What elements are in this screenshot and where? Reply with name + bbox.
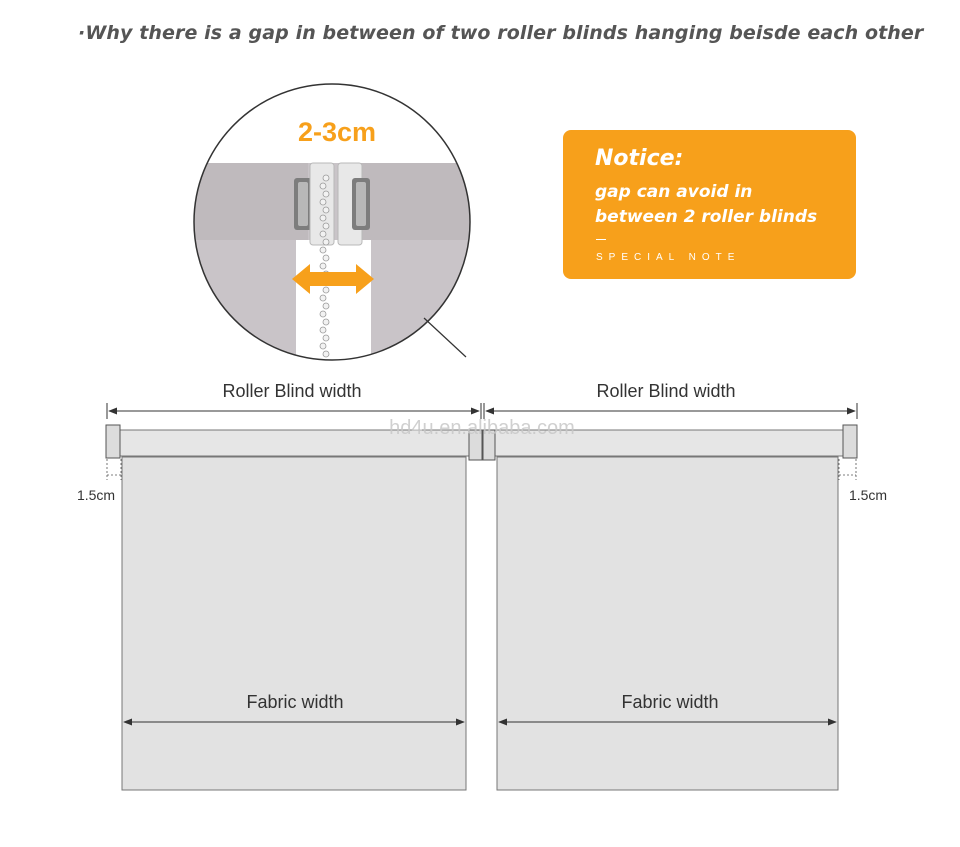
page-title: ·Why there is a gap in between of two roller blinds hanging beisde each other (78, 22, 924, 44)
zoom-pointer-line (424, 318, 466, 357)
side-offset-label-right: 1.5cm (848, 487, 888, 503)
notice-title: Notice: (595, 146, 684, 171)
blind-width-label-left: Roller Blind width (222, 381, 362, 401)
notice-line: between 2 roller blinds (595, 207, 818, 227)
fabric-left (122, 457, 466, 790)
zoom-detail (190, 84, 491, 365)
side-offset-label-left: 1.5cm (76, 487, 116, 503)
gap-label: 2-3cm (297, 117, 377, 147)
fabric-right (497, 457, 838, 790)
roller-blind-left (106, 425, 482, 790)
end-cap-left (106, 425, 120, 458)
notice-subtitle: SPECIAL NOTE (596, 252, 741, 263)
notice-body (595, 180, 817, 230)
fabric-width-label-left: Fabric width (246, 692, 344, 712)
end-cap-right (843, 425, 857, 458)
notice-line: gap can avoid in (595, 182, 753, 202)
roller-blind-right (483, 425, 857, 790)
notice-box (563, 130, 856, 279)
notice-divider (596, 239, 606, 240)
watermark: hd4u.en.alibaba.com (389, 417, 575, 439)
blind-width-label-right: Roller Blind width (596, 381, 736, 401)
fabric-width-label-right: Fabric width (621, 692, 719, 712)
